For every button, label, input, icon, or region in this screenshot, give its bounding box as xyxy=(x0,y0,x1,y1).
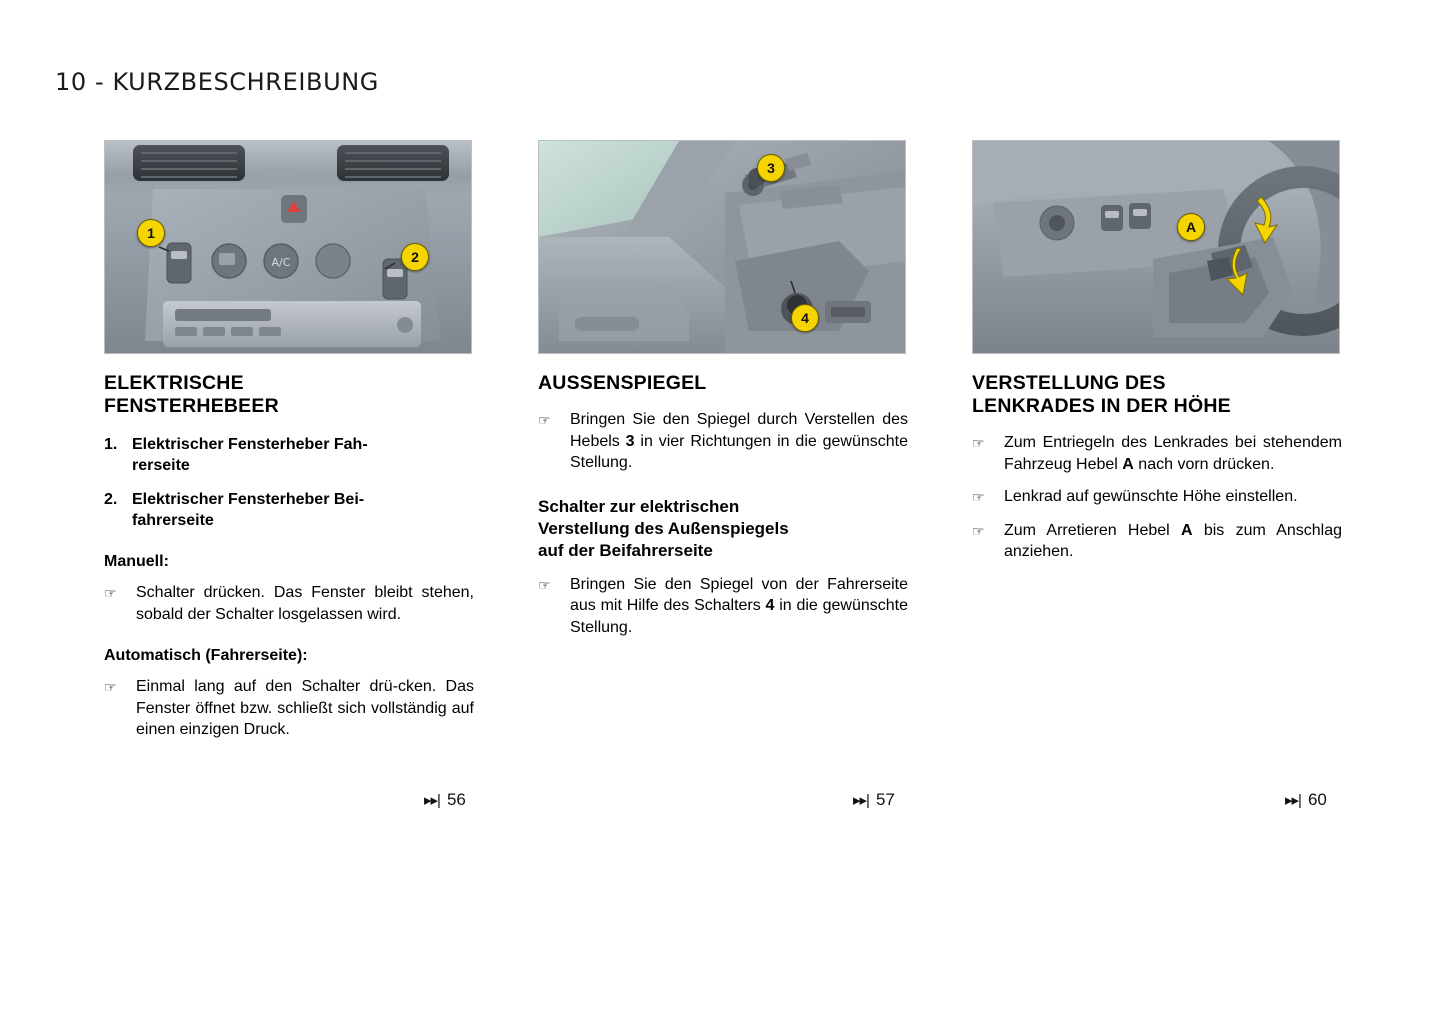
bullet-item xyxy=(538,574,908,639)
fast-forward-icon: ▸▸| xyxy=(1285,792,1301,809)
bullet-text: Bringen Sie den Spiegel von der Fahrerseite aus mit Hilfe des Schalters 4 in die gewünschte Stellung. xyxy=(570,575,908,636)
exterior-mirror-controls-photo xyxy=(538,140,906,354)
subtitle-passenger-mirror-switch xyxy=(538,496,908,562)
bullet-text: Zum Entriegeln des Lenkrades bei stehendem Fahrzeug Hebel A nach vorn drücken. xyxy=(1004,434,1342,473)
list-item xyxy=(104,489,474,531)
bullet-item xyxy=(104,582,474,625)
page-reference-57 xyxy=(853,790,895,810)
bullet-text: Zum Arretieren Hebel A bis zum Anschlag anziehen. xyxy=(1004,521,1342,560)
bullets-automatisch xyxy=(104,676,474,741)
hand-pointer-icon: ☞ xyxy=(538,412,551,428)
column-steering-height xyxy=(972,140,1342,574)
bullets-passenger-mirror xyxy=(538,574,908,639)
page-reference-60 xyxy=(1285,790,1327,810)
item-number: 1. xyxy=(104,436,118,453)
fast-forward-icon: ▸▸| xyxy=(424,792,440,809)
column-exterior-mirror xyxy=(538,140,908,649)
list-item xyxy=(104,434,474,476)
subtitle-line-2: Verstellung des Außenspiegels xyxy=(538,518,789,538)
section-title-line-2: FENSTERHEBEER xyxy=(104,395,279,417)
section-title-line-1: VERSTELLUNG DES xyxy=(972,372,1166,394)
subtitle-automatisch: Automatisch (Fahrerseite): xyxy=(104,647,308,664)
bullet-item xyxy=(104,676,474,741)
subtitle-line-1: Schalter zur elektrischen xyxy=(538,496,740,516)
section-title-line-2: LENKRADES IN DER HÖHE xyxy=(972,395,1231,417)
subtitle-line-3: auf der Beifahrerseite xyxy=(538,540,713,560)
hand-pointer-icon: ☞ xyxy=(104,585,117,601)
bullets-manuell xyxy=(104,582,474,625)
callout-1: 1 xyxy=(137,219,165,247)
bullet-item xyxy=(972,432,1342,475)
subtitle-manuell: Manuell: xyxy=(104,553,169,570)
callout-a: A xyxy=(1177,213,1205,241)
hand-pointer-icon: ☞ xyxy=(104,679,117,695)
numbered-list-windows xyxy=(104,434,474,531)
bullet-text: Schalter drücken. Das Fenster bleibt stehen, sobald der Schalter losgelassen wird. xyxy=(136,584,474,623)
bullets-steering xyxy=(972,432,1342,563)
hand-pointer-icon: ☞ xyxy=(538,576,551,593)
page-reference-56 xyxy=(424,790,466,810)
column-electric-windows xyxy=(104,140,474,752)
callout-4: 4 xyxy=(791,304,819,332)
page-title: 10 - KURZBESCHREIBUNG xyxy=(55,68,380,96)
bullet-item xyxy=(972,486,1342,509)
callout-2: 2 xyxy=(401,243,429,271)
page-number: 60 xyxy=(1307,790,1327,809)
bullet-text: Bringen Sie den Spiegel durch Verstellen des Hebels 3 in vier Richtungen in die gewünschte Stellung. xyxy=(570,411,909,471)
section-title-line-1: ELEKTRISCHE xyxy=(104,372,244,394)
section-title-steering xyxy=(972,372,1342,418)
hand-pointer-icon: ☞ xyxy=(972,435,985,451)
svg-text:A/C: A/C xyxy=(271,256,291,269)
section-title-mirror: AUSSENSPIEGEL xyxy=(538,372,707,394)
item-number: 2. xyxy=(104,491,118,508)
steering-column-adjustment-photo xyxy=(972,140,1340,354)
section-title-electric-windows xyxy=(104,372,474,418)
hand-pointer-icon: ☞ xyxy=(972,489,985,505)
callout-3: 3 xyxy=(757,154,785,182)
bullet-item xyxy=(972,520,1342,563)
page-number: 57 xyxy=(875,790,895,809)
bullet-text: Lenkrad auf gewünschte Höhe einstellen. xyxy=(1004,488,1298,505)
fast-forward-icon: ▸▸| xyxy=(853,792,869,809)
item-text: Elektrischer Fensterheber Fah- rerseite xyxy=(132,436,368,474)
dashboard-window-switches-photo xyxy=(104,140,472,354)
bullet-item xyxy=(538,409,908,474)
page-number: 56 xyxy=(446,790,466,809)
item-text: Elektrischer Fensterheber Bei- fahrerseite xyxy=(132,491,365,529)
bullet-text: Einmal lang auf den Schalter drü-cken. Das Fenster öffnet bzw. schließt sich vollständig auf einen einzigen Druck. xyxy=(136,678,474,738)
hand-pointer-icon: ☞ xyxy=(972,522,985,539)
bullets-mirror xyxy=(538,409,908,474)
